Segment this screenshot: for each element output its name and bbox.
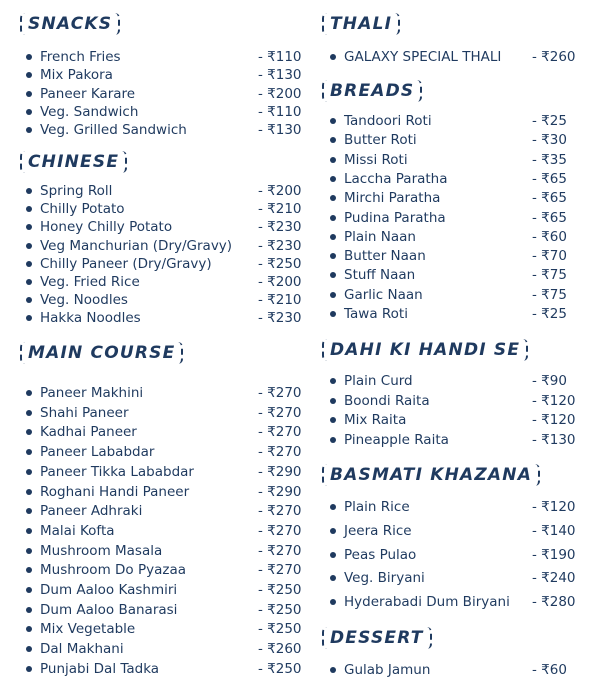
section-heading — [322, 338, 528, 362]
bullet-icon — [26, 109, 32, 115]
bullet-icon — [26, 410, 32, 416]
bracket-left-icon — [322, 13, 328, 35]
item-name: Plain Naan — [344, 228, 416, 245]
bullet-icon — [330, 234, 336, 240]
bullet-icon — [26, 429, 32, 435]
bullet-icon — [26, 626, 32, 632]
item-price: - ₹200 — [258, 85, 302, 102]
item-name: Veg. Fried Rice — [40, 274, 140, 290]
bullet-icon — [26, 646, 32, 652]
bullet-icon — [26, 587, 32, 593]
bullet-icon — [26, 548, 32, 554]
bullet-icon — [330, 54, 336, 60]
item-name: Roghani Handi Paneer — [40, 483, 190, 500]
item-name: Veg. Noodles — [40, 292, 128, 309]
item-name: Paneer Tikka Lababdar — [40, 463, 194, 480]
item-price: - ₹75 — [532, 267, 567, 284]
item-price: - ₹130 — [258, 67, 302, 84]
heading-text: SNACKS — [28, 14, 113, 34]
item-price: - ₹110 — [258, 103, 302, 120]
bullet-icon — [26, 297, 32, 303]
item-price: - ₹130 — [532, 431, 576, 448]
item-name: Hyderabadi Dum Biryani — [344, 594, 510, 611]
bullet-icon — [330, 272, 336, 278]
item-name: Paneer Karare — [40, 85, 136, 102]
item-price: - ₹110 — [258, 49, 302, 65]
item-price: - ₹120 — [532, 412, 576, 428]
item-name: Chilly Paneer (Dry/Gravy) — [40, 255, 212, 272]
bracket-left-icon — [20, 342, 26, 364]
bracket-left-icon — [20, 151, 26, 173]
bracket-left-icon — [322, 80, 328, 102]
bullet-icon — [330, 215, 336, 221]
bracket-left-icon — [322, 339, 328, 361]
item-name: Plain Rice — [344, 499, 410, 515]
item-name: Mix Vegetable — [40, 621, 136, 638]
bullet-icon — [330, 157, 336, 163]
item-name: Butter Naan — [344, 248, 426, 265]
item-name: Punjabi Dal Tadka — [40, 660, 160, 677]
item-name: Peas Pulao — [344, 546, 417, 563]
item-price: - ₹250 — [258, 601, 302, 618]
item-name: Pineapple Raita — [344, 431, 449, 448]
heading-text: CHINESE — [28, 152, 120, 172]
item-name: Mushroom Masala — [40, 542, 163, 559]
bullet-icon — [330, 528, 336, 534]
item-name: Mirchi Paratha — [344, 190, 441, 207]
bullet-icon — [330, 195, 336, 201]
section-dessert — [322, 626, 432, 650]
item-price: - ₹90 — [532, 373, 567, 389]
item-price: - ₹65 — [532, 209, 567, 226]
heading-text: BREADS — [330, 81, 415, 101]
item-name: Hakka Noodles — [40, 310, 141, 327]
section-heading — [20, 12, 120, 36]
item-name: Mix Raita — [344, 412, 407, 428]
section-main-course — [20, 341, 183, 365]
item-name: Veg. Sandwich — [40, 103, 139, 120]
item-name: Mushroom Do Pyazaa — [40, 562, 186, 579]
item-name: Laccha Paratha — [344, 170, 448, 187]
item-price: - ₹250 — [258, 255, 302, 272]
item-price: - ₹130 — [258, 122, 302, 139]
item-name: Veg. Biryani — [344, 570, 425, 587]
bullet-icon — [330, 378, 336, 384]
bullet-icon — [330, 137, 336, 143]
item-price: - ₹200 — [258, 183, 302, 199]
bullet-icon — [330, 118, 336, 124]
item-name: Garlic Naan — [344, 286, 423, 303]
bullet-icon — [330, 398, 336, 404]
section-basmati — [322, 463, 540, 487]
bullet-icon — [26, 390, 32, 396]
bullet-icon — [330, 437, 336, 443]
item-price: - ₹270 — [258, 542, 302, 559]
bullet-icon — [330, 552, 336, 558]
bracket-left-icon — [20, 13, 26, 35]
item-price: - ₹270 — [258, 444, 302, 461]
bullet-icon — [26, 489, 32, 495]
bullet-icon — [26, 528, 32, 534]
section-heading — [20, 341, 183, 365]
item-price: - ₹210 — [258, 201, 302, 218]
item-name: Spring Roll — [40, 183, 113, 199]
bracket-right-icon — [114, 13, 120, 35]
item-price: - ₹230 — [258, 237, 302, 254]
item-price: - ₹120 — [532, 499, 576, 515]
item-name: Paneer Makhini — [40, 385, 144, 401]
item-price: - ₹290 — [258, 483, 302, 500]
bullet-icon — [26, 279, 32, 285]
bullet-icon — [26, 261, 32, 267]
item-price: - ₹200 — [258, 274, 302, 290]
bullet-icon — [26, 91, 32, 97]
bullet-icon — [26, 469, 32, 475]
section-heading — [322, 79, 422, 103]
heading-text: BASMATI KHAZANA — [330, 465, 533, 485]
bullet-icon — [26, 188, 32, 194]
bullet-icon — [330, 599, 336, 605]
item-price: - ₹60 — [532, 228, 567, 245]
bullet-icon — [26, 206, 32, 212]
bracket-right-icon — [121, 151, 127, 173]
bullet-icon — [26, 243, 32, 249]
bracket-right-icon — [522, 339, 528, 361]
item-name: Paneer Adhraki — [40, 503, 143, 520]
section-dahi — [322, 338, 528, 362]
item-name: Veg. Grilled Sandwich — [40, 122, 187, 139]
bullet-icon — [26, 72, 32, 78]
item-name: Gulab Jamun — [344, 662, 431, 678]
item-price: - ₹240 — [532, 570, 576, 587]
item-name: Missi Roti — [344, 151, 408, 168]
item-price: - ₹270 — [258, 424, 302, 441]
section-snacks — [20, 12, 120, 36]
bracket-right-icon — [416, 80, 422, 102]
item-price: - ₹140 — [532, 522, 576, 539]
bullet-icon — [26, 449, 32, 455]
item-price: - ₹210 — [258, 292, 302, 309]
bracket-left-icon — [322, 627, 328, 649]
section-breads — [322, 79, 422, 103]
bullet-icon — [26, 607, 32, 613]
item-price: - ₹70 — [532, 248, 567, 265]
bullet-icon — [26, 315, 32, 321]
item-name: Dal Makhani — [40, 641, 124, 658]
item-price: - ₹270 — [258, 385, 302, 401]
item-price: - ₹30 — [532, 132, 567, 149]
bracket-left-icon — [322, 464, 328, 486]
item-name: Shahi Paneer — [40, 404, 129, 421]
section-chinese — [20, 150, 127, 174]
bullet-icon — [26, 508, 32, 514]
item-price: - ₹25 — [532, 306, 567, 322]
bullet-icon — [26, 54, 32, 60]
item-name: Tawa Roti — [344, 306, 408, 322]
bullet-icon — [26, 127, 32, 133]
section-heading — [322, 463, 540, 487]
item-name: Veg Manchurian (Dry/Gravy) — [40, 237, 233, 254]
bracket-right-icon — [534, 464, 540, 486]
item-price: - ₹230 — [258, 310, 302, 327]
item-price: - ₹65 — [532, 190, 567, 207]
section-thali — [322, 12, 400, 36]
item-name: Dum Aaloo Banarasi — [40, 601, 178, 618]
item-price: - ₹270 — [258, 404, 302, 421]
item-price: - ₹270 — [258, 503, 302, 520]
item-price: - ₹290 — [258, 463, 302, 480]
bullet-icon — [330, 667, 336, 673]
bullet-icon — [330, 504, 336, 510]
item-name: Chilly Potato — [40, 201, 125, 218]
item-name: Plain Curd — [344, 373, 413, 389]
item-price: - ₹230 — [258, 219, 302, 236]
item-name: Mix Pakora — [40, 67, 113, 84]
bullet-icon — [330, 311, 336, 317]
bullet-icon — [330, 253, 336, 259]
bullet-icon — [330, 176, 336, 182]
item-price: - ₹270 — [258, 562, 302, 579]
heading-text: DESSERT — [330, 628, 424, 648]
bullet-icon — [26, 224, 32, 230]
item-name: Honey Chilly Potato — [40, 219, 173, 236]
item-name: Kadhai Paneer — [40, 424, 137, 441]
item-name: Stuff Naan — [344, 267, 416, 284]
item-price: - ₹250 — [258, 582, 302, 598]
heading-text: DAHI KI HANDI SE — [330, 340, 521, 360]
item-price: - ₹280 — [532, 594, 576, 611]
heading-text: MAIN COURSE — [28, 343, 176, 363]
bullet-icon — [330, 292, 336, 298]
item-price: - ₹60 — [532, 662, 567, 678]
item-name: Pudina Paratha — [344, 209, 446, 226]
item-price: - ₹260 — [532, 49, 576, 65]
item-name: Paneer Lababdar — [40, 444, 155, 461]
bracket-right-icon — [177, 342, 183, 364]
item-price: - ₹270 — [258, 522, 302, 539]
item-name: Jeera Rice — [344, 522, 412, 539]
item-name: French Fries — [40, 49, 121, 65]
section-heading — [322, 12, 400, 36]
item-price: - ₹65 — [532, 170, 567, 187]
item-price: - ₹35 — [532, 151, 567, 168]
item-name: Butter Roti — [344, 132, 417, 149]
item-price: - ₹190 — [532, 546, 576, 563]
section-heading — [20, 150, 127, 174]
item-name: Dum Aaloo Kashmiri — [40, 582, 178, 598]
item-price: - ₹25 — [532, 113, 567, 129]
item-name: Tandoori Roti — [344, 113, 432, 129]
bullet-icon — [26, 567, 32, 573]
item-name: Malai Kofta — [40, 522, 115, 539]
item-price: - ₹250 — [258, 621, 302, 638]
bracket-right-icon — [394, 13, 400, 35]
bullet-icon — [26, 666, 32, 672]
item-price: - ₹75 — [532, 286, 567, 303]
section-heading — [322, 626, 432, 650]
item-price: - ₹260 — [258, 641, 302, 658]
item-name: GALAXY SPECIAL THALI — [344, 49, 502, 65]
item-name: Boondi Raita — [344, 392, 430, 409]
item-price: - ₹250 — [258, 660, 302, 677]
item-price: - ₹120 — [532, 392, 576, 409]
heading-text: THALI — [330, 14, 393, 34]
bullet-icon — [330, 575, 336, 581]
bracket-right-icon — [426, 627, 432, 649]
bullet-icon — [330, 417, 336, 423]
